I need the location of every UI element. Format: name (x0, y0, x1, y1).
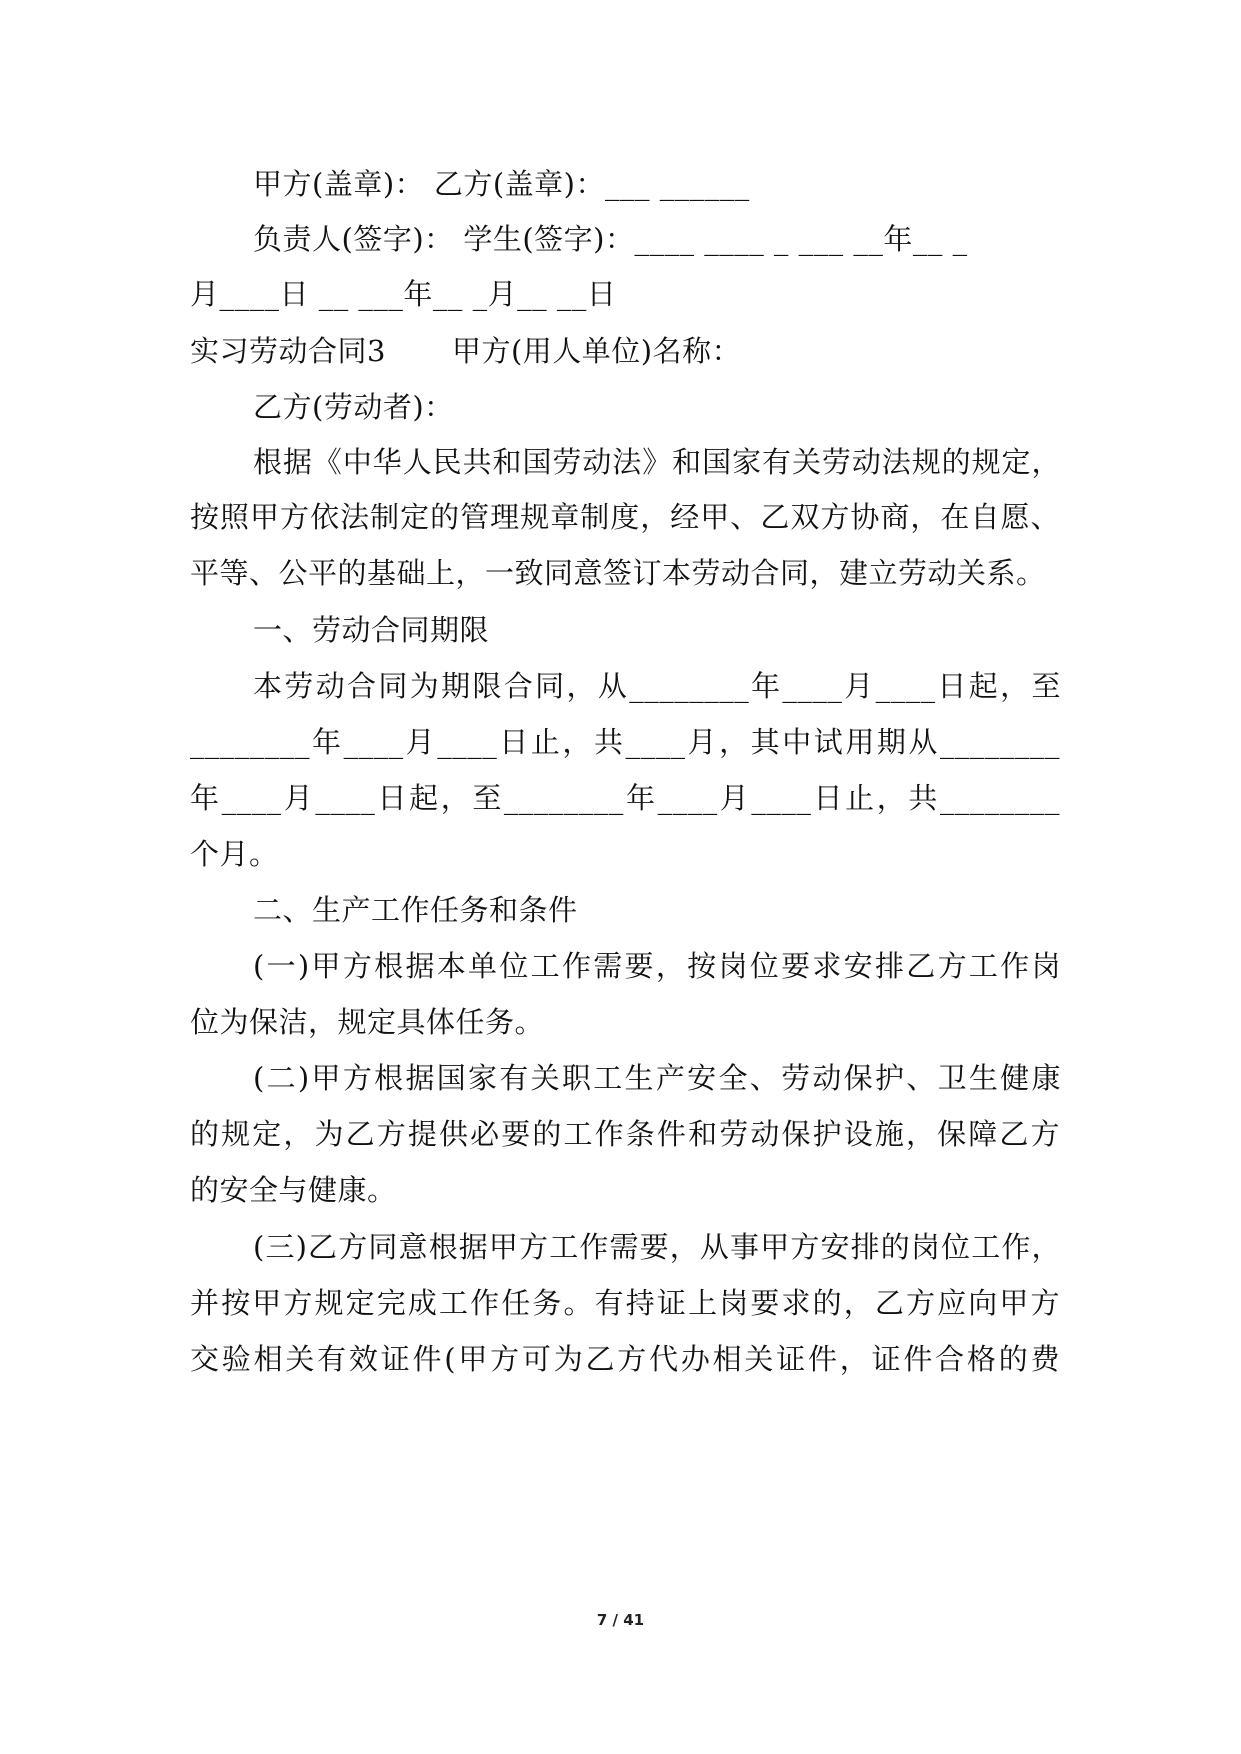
signature-line-seals: 甲方(盖章)： 乙方(盖章)：___ ______ (253, 167, 750, 201)
clause-2-line-2: 的规定，为乙方提供必要的工作条件和劳动保护设施，保障乙方 (190, 1117, 1060, 1151)
term-paragraph-line-3: 年____月____日起，至________年____月____日止，共________ (190, 781, 1060, 815)
contract-title-line (190, 331, 1060, 371)
signature-line-dates: 月____日 __ ___年__ _月__ __日 (190, 277, 617, 311)
clause-3-line-2: 并按甲方规定完成工作任务。有持证上岗要求的，乙方应向甲方 (190, 1286, 1060, 1320)
clause-2-line-3: 的安全与健康。 (190, 1173, 397, 1207)
clause-3-line-3: 交验相关有效证件(甲方可为乙方代办相关证件，证件合格的费 (190, 1342, 1060, 1376)
party-b-label: 乙方(劳动者)： (253, 390, 454, 424)
clause-2-line-1: (二)甲方根据国家有关职工生产安全、劳动保护、卫生健康 (253, 1061, 1061, 1095)
clause-3-line-1: (三)乙方同意根据甲方工作需要，从事甲方安排的岗位工作， (253, 1230, 1061, 1264)
preamble-line-2: 按照甲方依法制定的管理规章制度，经甲、乙双方协商，在自愿、 (190, 500, 1060, 534)
term-paragraph-line-1: 本劳动合同为期限合同，从________年____月____日起，至 (253, 669, 1061, 703)
section-heading-term: 一、劳动合同期限 (253, 613, 490, 647)
contract-title: 实习劳动合同3 (190, 334, 386, 368)
preamble-line-1: 根据《中华人民共和国劳动法》和国家有关劳动法规的规定， (253, 445, 1061, 479)
page-number: 7 / 41 (596, 1611, 645, 1629)
term-paragraph-line-4: 个月。 (190, 837, 279, 871)
term-paragraph-line-2: ________年____月____日止，共____月，其中试用期从________ (190, 725, 1060, 759)
clause-1-line-2: 位为保洁，规定具体任务。 (190, 1005, 545, 1039)
signature-line-signatures: 负责人(签字)： 学生(签字)：____ ____ _ ___ __年__ _ (253, 222, 968, 256)
party-a-name-label: 甲方(用人单位)名称： (451, 334, 742, 368)
section-heading-tasks: 二、生产工作任务和条件 (253, 893, 578, 927)
preamble-line-3: 平等、公平的基础上，一致同意签订本劳动合同，建立劳动关系。 (190, 556, 1046, 590)
clause-1-line-1: (一)甲方根据本单位工作需要，按岗位要求安排乙方工作岗 (253, 949, 1061, 983)
